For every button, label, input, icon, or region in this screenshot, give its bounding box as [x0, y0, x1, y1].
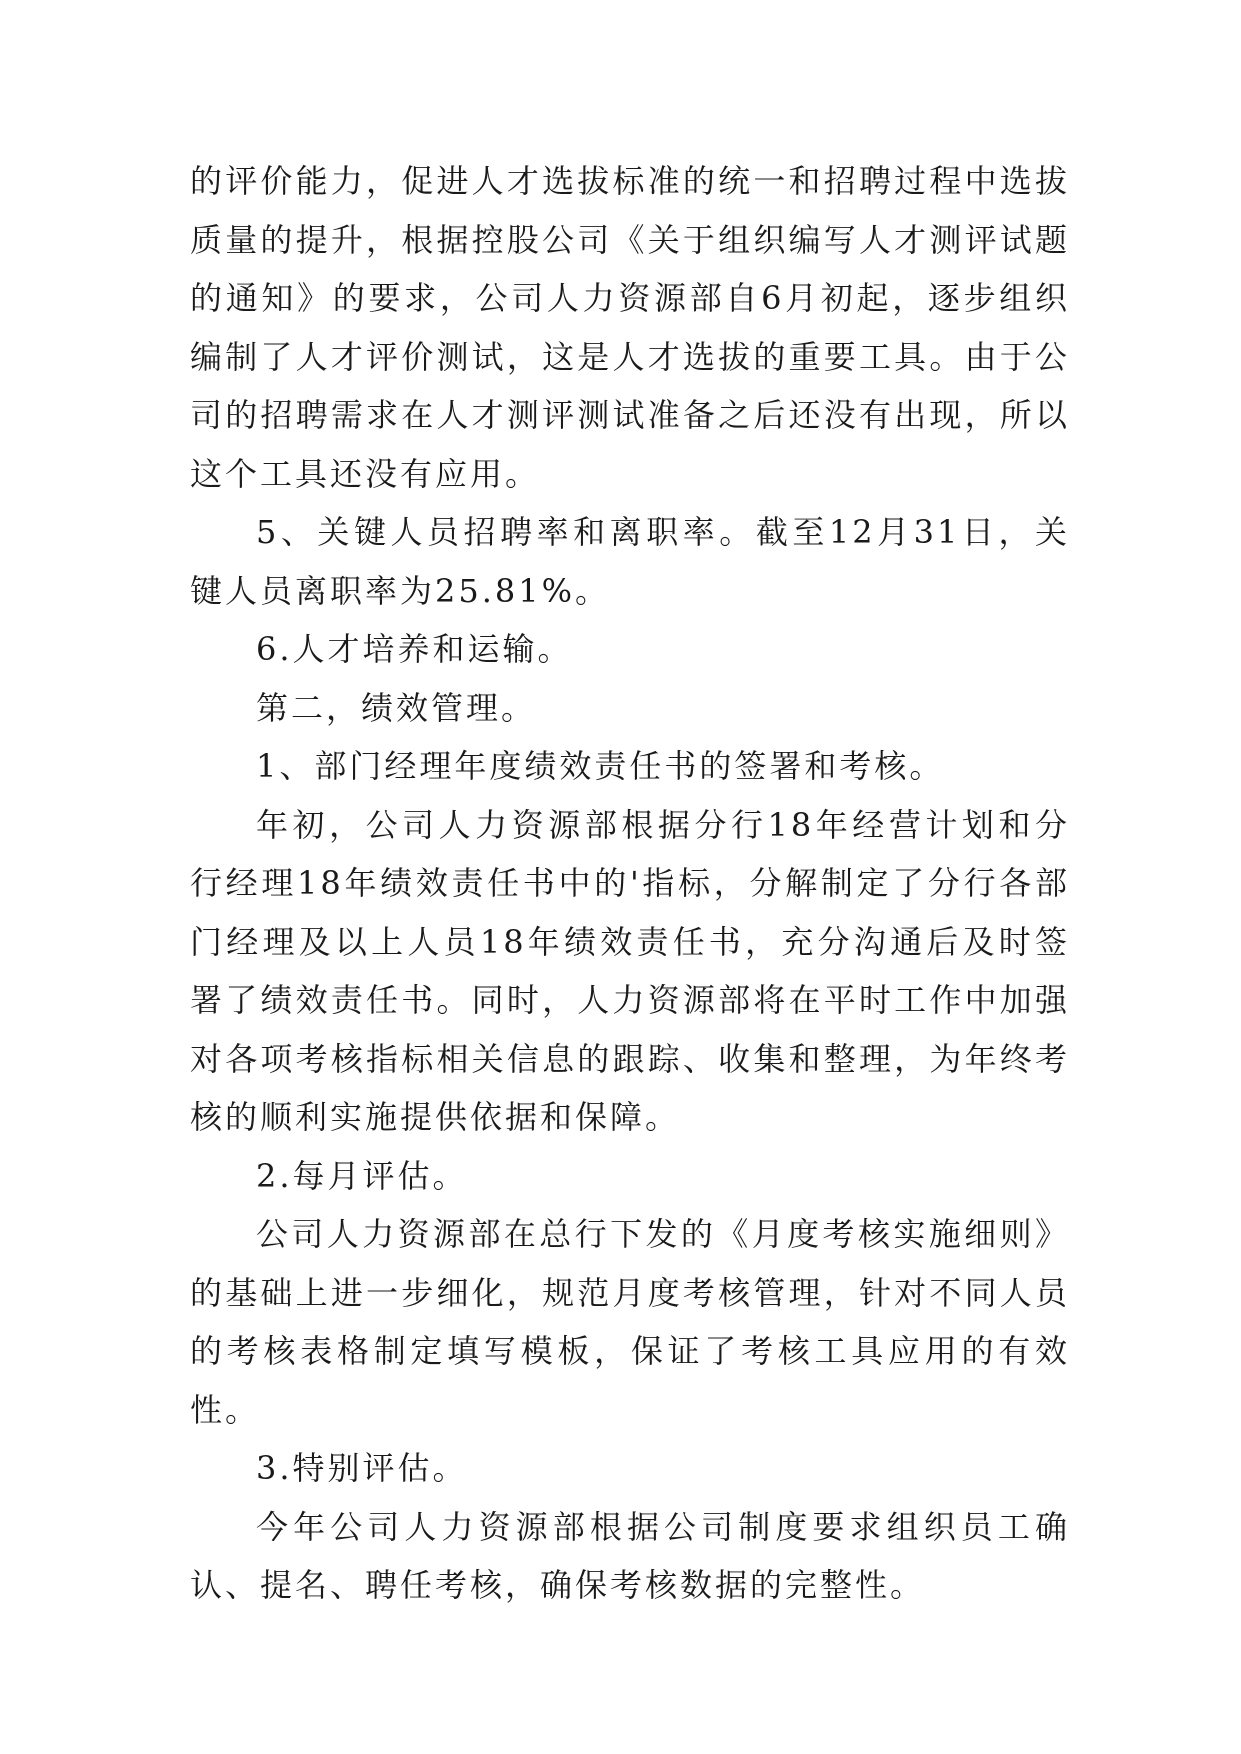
paragraph-key-staff-turnover: 5、关键人员招聘率和离职率。截至12月31日，关键人员离职率为25.81%。 [190, 513, 1070, 610]
paragraph-annual-responsibility: 年初，公司人力资源部根据分行18年经营计划和分行经理18年绩效责任书中的'指标，分解制定了分行各部门经理及以上人员18年绩效责任书，充分沟通后及时签署了绩效责任书。同时，人力资源部将在平时工作中加强对各项考核指标相关信息的跟踪、收集和整理，为年终考核的顺利实施提供依据和保障。 [190, 805, 1070, 1136]
paragraph-talent-training: 6.人才培养和运输。 [256, 630, 573, 668]
document-body [190, 152, 1070, 1615]
section-heading-performance: 第二，绩效管理。 [256, 688, 537, 727]
paragraph-monthly-evaluation: 公司人力资源部在总行下发的《月度考核实施细则》的基础上进一步细化，规范月度考核管理，针对不同人员的考核表格制定填写模板，保证了考核工具应用的有效性。 [190, 1215, 1070, 1429]
paragraph-special-evaluation: 今年公司人力资源部根据公司制度要求组织员工确认、提名、聘任考核，确保考核数据的完整性。 [190, 1507, 1070, 1604]
subheading-monthly-evaluation: 2.每月评估。 [256, 1156, 468, 1195]
paragraph-talent-assessment: 的评价能力，促进人才选拔标准的统一和招聘过程中选拔质量的提升，根据控股公司《关于组织编写人才测评试题的通知》的要求，公司人力资源部自6月初起，逐步组织编制了人才评价测试，这是人才选拔的重要工具。由于公司的招聘需求在人才测评测试准备之后还没有出现，所以这个工具还没有应用。 [190, 162, 1070, 493]
subheading-special-evaluation: 3.特别评估。 [256, 1449, 468, 1487]
subheading-annual-responsibility: 1、部门经理年度绩效责任书的签署和考核。 [256, 747, 945, 785]
